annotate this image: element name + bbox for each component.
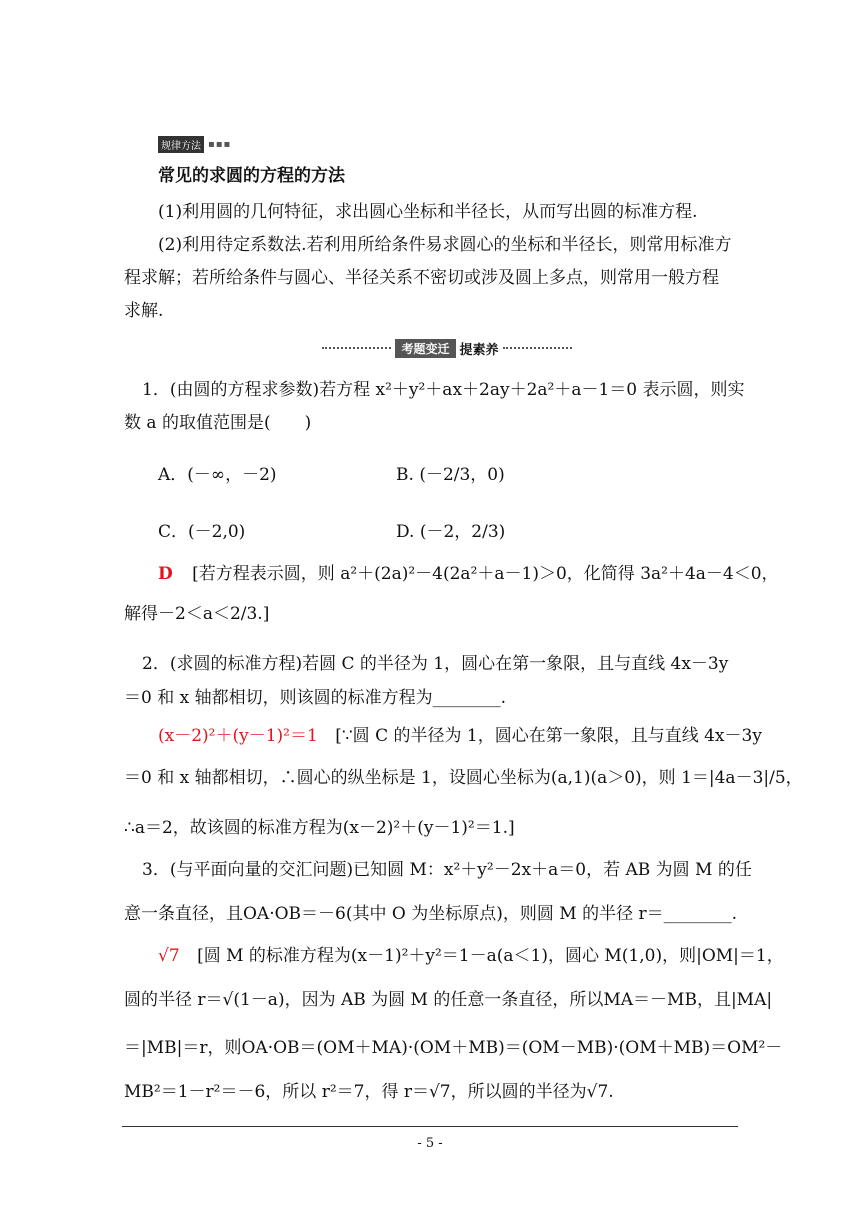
q1-solution-2: 解得－2＜a＜2/3.] [124,604,270,624]
q1-option-b-value: (－2/3，0) [419,465,505,485]
method-line-1: (1)利用圆的几何特征，求出圆心坐标和半径长，从而写出圆的标准方程. [158,202,698,222]
banner-divider-right [503,347,572,349]
q1-option-b-label: B. [396,465,414,485]
section-banner [322,338,572,358]
method-badge [158,136,231,153]
q3-solution-text-1: [圆 M 的标准方程为(x－1)²＋y²＝1－a(a＜1)，圆心 M(1,0)，则|OM|＝1， [197,946,784,966]
method-line-4: 求解. [124,301,164,321]
page-number: - 5 - [417,1136,443,1151]
banner-divider-left [322,347,391,349]
q2-solution-1 [158,724,762,748]
q2-solution-text-1: [∵圆 C 的半径为 1，圆心在第一象限，且与直线 4x－3y [335,726,762,746]
q2-solution-2: ＝0 和 x 轴都相切，∴圆心的纵坐标是 1，设圆心坐标为(a,1)(a＞0)，则 1＝|4a－3|/5， [124,768,803,788]
q2-line-2: ＝0 和 x 轴都相切，则该圆的标准方程为________. [124,688,507,708]
q3-solution-2: 圆的半径 r＝√(1－a)，因为 AB 为圆 M 的任意一条直径，所以MA＝－MB，且|MA| [124,990,773,1010]
q1-option-b [396,463,505,487]
q1-option-d [396,520,505,544]
q1-option-d-label: D. [396,522,415,542]
q1-line-2: 数 a 的取值范围是( ) [124,413,312,433]
q3-solution-1 [158,944,784,968]
q1-solution-1 [158,562,779,586]
banner-text: 提素养 [459,342,499,358]
method-line-2: (2)利用待定系数法.若利用所给条件易求圆心的坐标和半径长，则常用标准方 [158,235,732,255]
footer-divider [122,1126,738,1127]
q2-solution-3: ∴a＝2，故该圆的标准方程为(x－2)²＋(y－1)²＝1.] [124,818,515,838]
q1-line-1: 1．(由圆的方程求参数)若方程 x²＋y²＋ax＋2ay＋2a²＋a－1＝0 表示圆，则实 [142,380,745,400]
method-title: 常见的求圆的方程的方法 [158,166,345,186]
q3-solution-4: MB²＝1－r²＝－6，所以 r²＝7，得 r＝√7，所以圆的半径为√7. [124,1082,614,1102]
q1-option-d-value: (－2，2/3) [419,522,506,542]
banner-box: 考题变迁 [395,339,455,358]
q3-line-2: 意一条直径，且OA·OB＝－6(其中 O 为坐标原点)，则圆 M 的半径 r＝________. [124,904,738,924]
q1-solution-text-1: [若方程表示圆，则 a²＋(2a)²－4(2a²＋a－1)＞0，化简得 3a²＋4a－4＜0， [192,564,779,584]
method-line-3: 程求解；若所给条件与圆心、半径关系不密切或涉及圆上多点，则常用一般方程 [124,268,719,288]
q2-answer: (x－2)²＋(y－1)²＝1 [158,726,318,746]
method-badge-label: 规律方法 [158,136,204,153]
q2-line-1: 2．(求圆的标准方程)若圆 C 的半径为 1，圆心在第一象限，且与直线 4x－3y [142,654,729,674]
badge-dots: ▪▪▪ [208,139,232,150]
q3-line-1: 3．(与平面向量的交汇问题)已知圆 M：x²＋y²－2x＋a＝0，若 AB 为圆 M 的任 [142,860,752,880]
q3-solution-3: ＝|MB|＝r，则OA·OB＝(OM＋MA)·(OM＋MB)＝(OM－MB)·(OM＋MB)＝OM²－ [124,1038,783,1058]
q1-option-c: C．(－2,0) [158,522,246,542]
q3-answer: √7 [158,946,180,966]
q1-option-a: A．(－∞，－2) [158,465,277,485]
q1-answer: D [158,564,173,584]
